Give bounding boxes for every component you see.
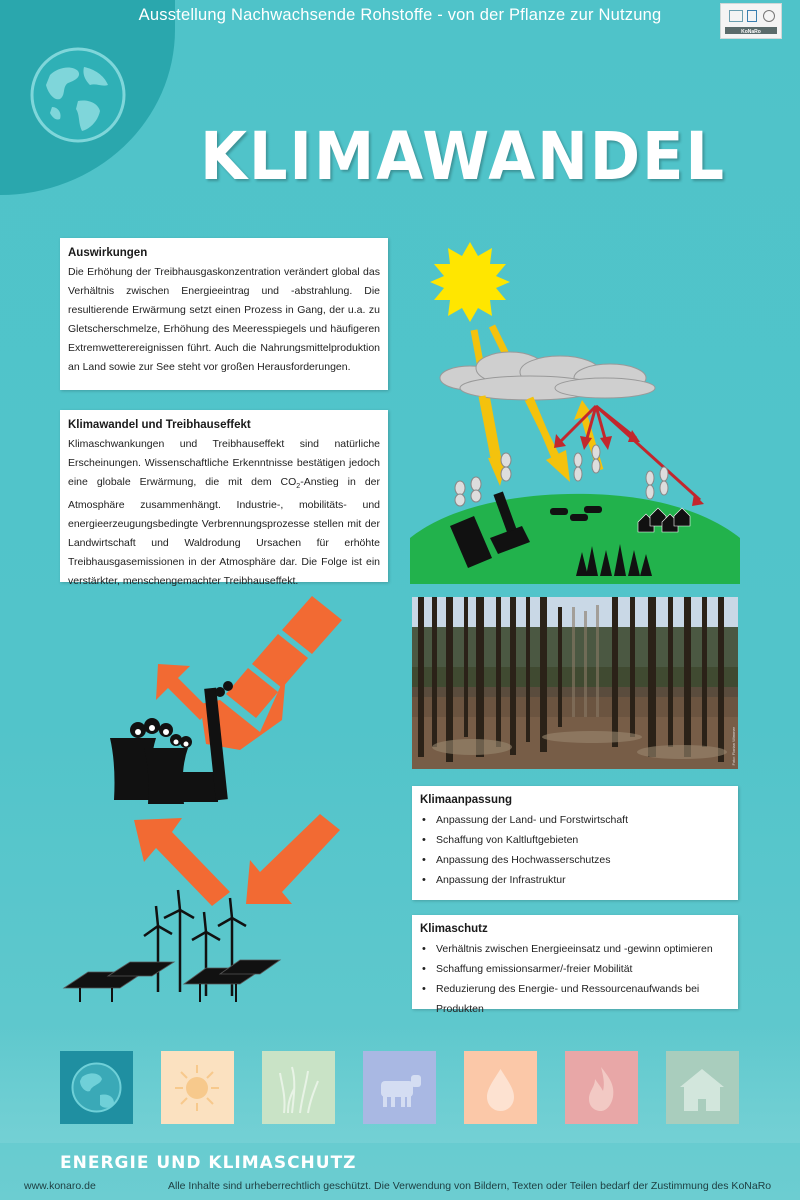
exhibition-title: Ausstellung Nachwachsende Rohstoffe - von der Pflanze zur Nutzung <box>138 6 662 24</box>
incoming-energy-arrow <box>200 596 342 750</box>
card-klimaanpassung <box>412 786 738 900</box>
list-item: • Anpassung der Land- und Forstwirtschaft <box>420 810 730 830</box>
tile-house[interactable] <box>666 1051 739 1124</box>
logo-brand-text: KoNaRo <box>741 29 761 35</box>
bullet-list <box>420 939 730 1019</box>
forest-clearing-image <box>412 597 738 769</box>
renewable-arrow-left <box>134 818 230 906</box>
forest-photo <box>412 597 738 769</box>
power-plant-icon <box>110 681 233 804</box>
tile-fire[interactable] <box>565 1051 638 1124</box>
section-heading: Auswirkungen <box>68 247 148 259</box>
section-heading: Klimaschutz <box>420 923 488 935</box>
greenhouse-effect-illustration <box>410 238 740 584</box>
section-text: Klimaschwankungen und Treibhauseffekt sind natürliche Erscheinungen. Wissenschaftliche Erkenntnisse bestätigen jedoch eine globale Erwärmung, die mit dem $CO_2$-Anstieg in der Atmosphäre zusammenhängt. Industrie-, mobilitäts- und energieerzeugungsbedingte Verbrennungsprozesse stellen mit der Landwirtschaft und Waldrodung Ursachen für erhöhte Treibhausgasemissionen in der Atmosphäre dar. Die Folge ist ein verstärkter, menschengemachter Treibhauseffekt. <box>68 438 380 588</box>
partner-logos <box>720 3 782 39</box>
card-auswirkungen <box>60 238 388 390</box>
globe-icon <box>60 1051 133 1124</box>
tile-grass[interactable] <box>262 1051 335 1124</box>
tile-sun[interactable] <box>161 1051 234 1124</box>
bullet-list <box>420 810 730 890</box>
footer-copyright: Alle Inhalte sind urheberrechtlich geschützt. Die Verwendung von Bildern, Texten oder Teilen bedarf der Zustimmung des KoNaRo <box>168 1180 772 1192</box>
emission-arrow <box>156 664 210 720</box>
tile-drop[interactable] <box>464 1051 537 1124</box>
tile-globe[interactable] <box>60 1051 133 1124</box>
drop-icon <box>464 1051 537 1124</box>
list-item: • Schaffung von Kaltluftgebieten <box>420 830 730 850</box>
list-item: • Verhältnis zwischen Energieeinsatz und -gewinn optimieren <box>420 939 730 959</box>
list-item: • Anpassung des Hochwasserschutzes <box>420 850 730 870</box>
section-heading: Klimawandel und Treibhauseffekt <box>68 419 251 431</box>
card-treibhauseffekt <box>60 410 388 588</box>
footer-url[interactable]: www.konaro.de <box>24 1180 96 1192</box>
grass-icon <box>262 1051 335 1124</box>
tile-cow[interactable] <box>363 1051 436 1124</box>
energy-transition-illustration <box>60 592 390 1012</box>
list-item: • Schaffung emissionsarmer/-freier Mobilität <box>420 959 730 979</box>
house-icon <box>666 1051 739 1124</box>
list-item: • Anpassung der Infrastruktur <box>420 870 730 890</box>
sunlight-arrows <box>474 326 570 486</box>
list-item: • Reduzierung des Energie- und Ressourcenaufwands bei Produkten <box>420 979 730 1019</box>
page-title: KLIMAWANDEL <box>200 118 726 195</box>
section-heading: Klimaanpassung <box>420 794 513 806</box>
cow-icon <box>363 1051 436 1124</box>
section-text: Die Erhöhung der Treibhausgaskonzentration verändert global das Verhältnis zwischen Energieeintrag und -abstrahlung. Die resultierende Erwärmung setzt einen Prozess in Gang, der u.a. zu Gletscherschmelze, Erhöhung des Meeresspiegels und häufigeren Extremwetterereignissen führt. Auch die Nahrungsmittelproduktion an Land sowie zur See steht vor großen Herausforderungen. <box>68 266 380 373</box>
globe-icon <box>28 45 128 145</box>
footer-title: ENERGIE UND KLIMASCHUTZ <box>60 1153 357 1173</box>
sun-icon <box>430 242 510 322</box>
renewable-arrow-right <box>246 814 340 904</box>
cloud-layer <box>440 352 655 400</box>
card-klimaschutz <box>412 915 738 1015</box>
solar-panels-icon <box>64 960 280 1002</box>
photo-credit: Foto: Florian Wimmer <box>731 726 736 765</box>
sun-icon <box>161 1051 234 1124</box>
fire-icon <box>565 1051 638 1124</box>
